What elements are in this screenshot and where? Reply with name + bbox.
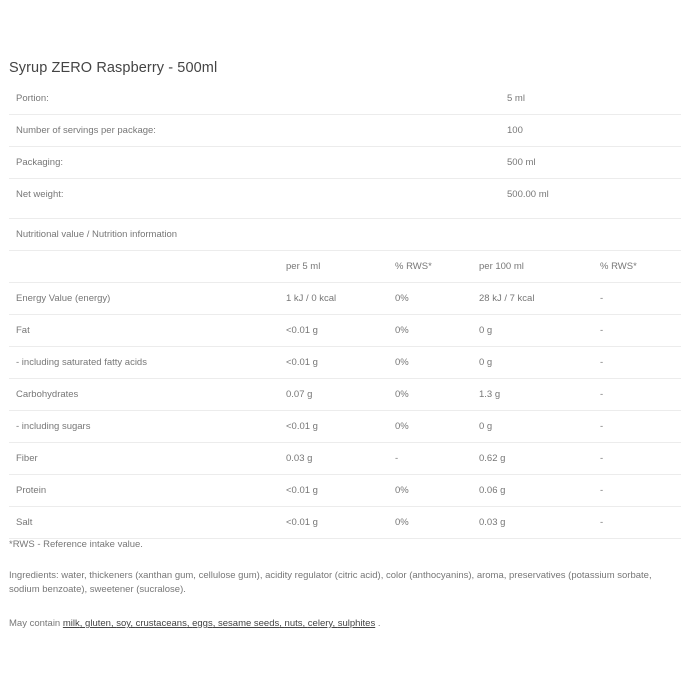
ingredients-text: Ingredients: water, thickeners (xanthan gum, cellulose gum), acidity regulator (citric acid), color (anthocyanins), aroma, preservatives (potassium sorbate, sodium benzoate), sweetener (sucralose). xyxy=(9,570,652,595)
page-title: Syrup ZERO Raspberry - 500ml xyxy=(9,60,218,76)
nutrition-rows xyxy=(9,283,681,539)
per-portion-value: <0.01 g xyxy=(286,485,318,496)
spec-value: 5 ml xyxy=(507,93,525,104)
per-100-rws: - xyxy=(600,485,604,496)
spec-label: Packaging: xyxy=(16,157,64,168)
table-row xyxy=(9,315,681,347)
table-row xyxy=(9,347,681,379)
per-100-rws: - xyxy=(600,453,604,464)
spec-label: Portion: xyxy=(16,93,49,104)
per-portion-rws: 0% xyxy=(395,325,409,336)
nutrient-name: - including saturated fatty acids xyxy=(16,357,147,368)
table-row xyxy=(9,283,681,315)
nutrient-name: Fat xyxy=(16,325,30,336)
per-100-value: 0.62 g xyxy=(479,453,506,464)
per-portion-rws: 0% xyxy=(395,389,409,400)
allergen-separator: , xyxy=(302,618,308,629)
allergen-statement xyxy=(9,617,677,631)
allergen-prefix: May contain xyxy=(9,618,61,629)
per-100-value: 0 g xyxy=(479,325,493,336)
per-100-value: 0.03 g xyxy=(479,517,506,528)
per-portion-value: <0.01 g xyxy=(286,357,318,368)
footnote: *RWS - Reference intake value. xyxy=(9,539,143,550)
per-100-rws: - xyxy=(600,357,604,368)
per-100-value: 0 g xyxy=(479,421,493,432)
spec-label: Number of servings per package: xyxy=(16,125,156,136)
column-header: per 100 ml xyxy=(479,261,524,272)
spec-value: 100 xyxy=(507,125,523,136)
allergen-separator: , xyxy=(79,618,86,629)
nutrient-name: Protein xyxy=(16,485,47,496)
allergen-suffix: . xyxy=(377,618,381,629)
allergen-separator: , xyxy=(186,618,193,629)
allergen-link[interactable]: gluten xyxy=(85,618,111,629)
nutrition-column-headers xyxy=(9,251,681,283)
table-row xyxy=(9,443,681,475)
per-portion-value: <0.01 g xyxy=(286,325,318,336)
per-portion-rws: 0% xyxy=(395,517,409,528)
per-100-rws: - xyxy=(600,293,604,304)
nutrient-name: - including sugars xyxy=(16,421,91,432)
per-portion-value: <0.01 g xyxy=(286,421,318,432)
allergen-separator: , xyxy=(212,618,218,629)
allergen-link[interactable]: crustaceans xyxy=(135,618,187,629)
per-portion-rws: 0% xyxy=(395,293,409,304)
spec-label: Net weight: xyxy=(16,189,64,200)
per-100-value: 28 kJ / 7 kcal xyxy=(479,293,535,304)
column-header: % RWS* xyxy=(600,261,637,272)
allergen-separator: , xyxy=(130,618,136,629)
per-portion-value: 1 kJ / 0 kcal xyxy=(286,293,337,304)
spec-row-net-weight xyxy=(9,179,681,219)
table-row xyxy=(9,379,681,411)
nutrition-heading-row xyxy=(9,219,681,251)
per-100-value: 1.3 g xyxy=(479,389,501,400)
per-portion-rws: - xyxy=(395,453,399,464)
product-spec-table xyxy=(9,83,681,539)
nutrition-heading: Nutritional value / Nutrition information xyxy=(16,229,178,240)
spec-row-packaging xyxy=(9,147,681,179)
allergen-link[interactable]: eggs xyxy=(192,618,213,629)
table-row xyxy=(9,475,681,507)
per-100-value: 0.06 g xyxy=(479,485,506,496)
nutrient-name: Carbohydrates xyxy=(16,389,79,400)
per-portion-rws: 0% xyxy=(395,421,409,432)
column-header: % RWS* xyxy=(395,261,432,272)
per-100-rws: - xyxy=(600,325,604,336)
per-100-rws: - xyxy=(600,389,604,400)
allergen-items xyxy=(63,618,375,629)
per-100-rws: - xyxy=(600,517,604,528)
per-portion-value: 0.03 g xyxy=(286,453,313,464)
nutrient-name: Fiber xyxy=(16,453,38,464)
spec-value: 500.00 ml xyxy=(507,189,549,200)
allergen-link[interactable]: nuts xyxy=(284,618,303,629)
per-portion-rws: 0% xyxy=(395,357,409,368)
spec-row-portion xyxy=(9,83,681,115)
allergen-link[interactable]: milk xyxy=(62,618,80,629)
allergen-separator: , xyxy=(110,618,117,629)
allergen-link[interactable]: sesame seeds xyxy=(218,618,280,629)
per-portion-value: 0.07 g xyxy=(286,389,313,400)
allergen-link[interactable]: celery xyxy=(307,618,333,629)
table-row xyxy=(9,507,681,539)
table-row xyxy=(9,411,681,443)
allergen-link[interactable]: sulphites xyxy=(337,618,376,629)
per-100-rws: - xyxy=(600,421,604,432)
allergen-separator: , xyxy=(279,618,285,629)
spec-row-servings xyxy=(9,115,681,147)
spec-value: 500 ml xyxy=(507,157,536,168)
per-portion-rws: 0% xyxy=(395,485,409,496)
nutrient-name: Salt xyxy=(16,517,33,528)
nutrient-name: Energy Value (energy) xyxy=(16,293,111,304)
column-header: per 5 ml xyxy=(286,261,321,272)
per-100-value: 0 g xyxy=(479,357,493,368)
allergen-separator: , xyxy=(332,618,338,629)
allergen-link[interactable]: soy xyxy=(116,618,131,629)
per-portion-value: <0.01 g xyxy=(286,517,318,528)
